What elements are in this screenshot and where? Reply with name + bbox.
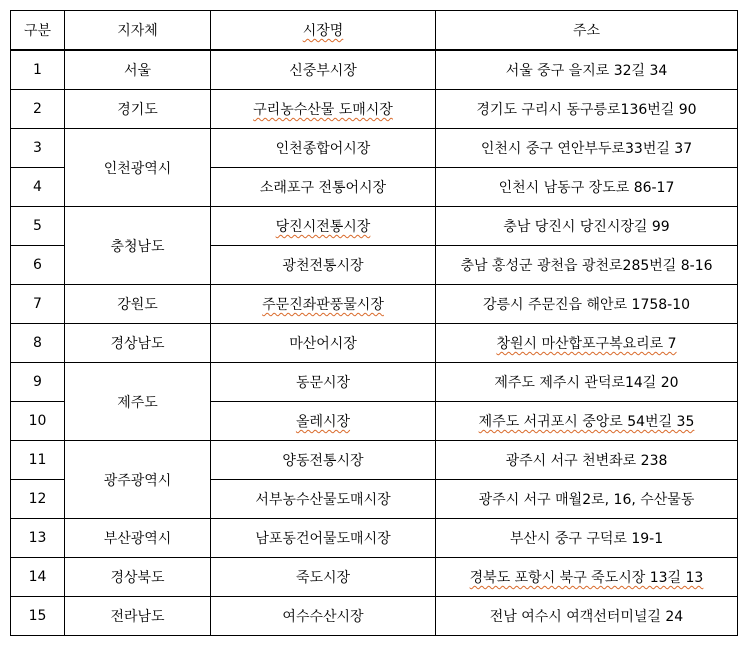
cell-address: 충남 홍성군 광천읍 광천로285번길 8-16 [436, 246, 738, 285]
cell-no: 8 [11, 324, 65, 363]
cell-address [436, 558, 738, 597]
cell-address: 인천시 남동구 장도로 86-17 [436, 168, 738, 207]
cell-market-text: 구리농수산물 도매시장 [253, 102, 393, 118]
table-row [11, 558, 738, 597]
cell-address-text: 제주도 서귀포시 중앙로 54번길 35 [478, 414, 695, 430]
cell-market: 양동전통시장 [211, 441, 436, 480]
table-row [11, 129, 738, 168]
cell-market [211, 207, 436, 246]
cell-market: 남포동건어물도매시장 [211, 519, 436, 558]
cell-address: 광주시 서구 천변좌로 238 [436, 441, 738, 480]
cell-region: 광주광역시 [65, 441, 211, 519]
table-row [11, 50, 738, 90]
cell-market: 여수수산시장 [211, 597, 436, 636]
cell-no: 6 [11, 246, 65, 285]
table-row [11, 441, 738, 480]
cell-address: 부산시 중구 구덕로 19-1 [436, 519, 738, 558]
cell-address: 서울 중구 을지로 32길 34 [436, 50, 738, 90]
cell-region: 충청남도 [65, 207, 211, 285]
table-row [11, 90, 738, 129]
header-row [11, 11, 738, 51]
table-row [11, 285, 738, 324]
cell-no: 13 [11, 519, 65, 558]
cell-address-text: 창원시 마산합포구복요리로 7 [496, 336, 677, 352]
cell-region: 서울 [65, 50, 211, 90]
header-region: 지자체 [65, 11, 211, 51]
cell-no: 1 [11, 50, 65, 90]
cell-market-text: 올레시장 [295, 414, 351, 430]
table-row [11, 519, 738, 558]
cell-no: 5 [11, 207, 65, 246]
cell-address: 전남 여수시 여객선터미널길 24 [436, 597, 738, 636]
cell-address [436, 402, 738, 441]
cell-market: 인천종합어시장 [211, 129, 436, 168]
cell-no: 3 [11, 129, 65, 168]
cell-market-text: 주문진좌판풍물시장 [262, 297, 384, 313]
cell-address: 인천시 중구 연안부두로33번길 37 [436, 129, 738, 168]
cell-region: 경상남도 [65, 324, 211, 363]
cell-address: 제주도 제주시 관덕로14길 20 [436, 363, 738, 402]
cell-region: 강원도 [65, 285, 211, 324]
cell-address: 경기도 구리시 동구릉로136번길 90 [436, 90, 738, 129]
table-row [11, 363, 738, 402]
cell-address-text: 경북도 포항시 북구 죽도시장 13길 13 [469, 570, 704, 586]
cell-no: 4 [11, 168, 65, 207]
cell-region: 전라남도 [65, 597, 211, 636]
cell-address [436, 324, 738, 363]
cell-region: 인천광역시 [65, 129, 211, 207]
header-address: 주소 [436, 11, 738, 51]
cell-no: 9 [11, 363, 65, 402]
cell-region: 부산광역시 [65, 519, 211, 558]
cell-market: 죽도시장 [211, 558, 436, 597]
cell-market: 소래포구 전통어시장 [211, 168, 436, 207]
cell-no: 7 [11, 285, 65, 324]
table-row [11, 597, 738, 636]
cell-address: 충남 당진시 당진시장길 99 [436, 207, 738, 246]
cell-no: 11 [11, 441, 65, 480]
header-market-text: 시장명 [302, 23, 344, 39]
cell-region: 경상북도 [65, 558, 211, 597]
cell-no: 15 [11, 597, 65, 636]
cell-address: 광주시 서구 매월2로, 16, 수산물동 [436, 480, 738, 519]
cell-market: 신중부시장 [211, 50, 436, 90]
cell-market-text: 당진시전통시장 [275, 219, 371, 235]
cell-market [211, 90, 436, 129]
cell-address: 강릉시 주문진읍 해안로 1758-10 [436, 285, 738, 324]
cell-market [211, 285, 436, 324]
cell-market [211, 402, 436, 441]
header-no: 구분 [11, 11, 65, 51]
market-table [10, 10, 738, 636]
cell-no: 10 [11, 402, 65, 441]
cell-region: 제주도 [65, 363, 211, 441]
header-market [211, 11, 436, 51]
cell-region: 경기도 [65, 90, 211, 129]
cell-market: 서부농수산물도매시장 [211, 480, 436, 519]
cell-no: 12 [11, 480, 65, 519]
table-row [11, 207, 738, 246]
cell-market: 동문시장 [211, 363, 436, 402]
cell-market: 마산어시장 [211, 324, 436, 363]
cell-market: 광천전통시장 [211, 246, 436, 285]
table-row [11, 324, 738, 363]
cell-no: 2 [11, 90, 65, 129]
cell-no: 14 [11, 558, 65, 597]
